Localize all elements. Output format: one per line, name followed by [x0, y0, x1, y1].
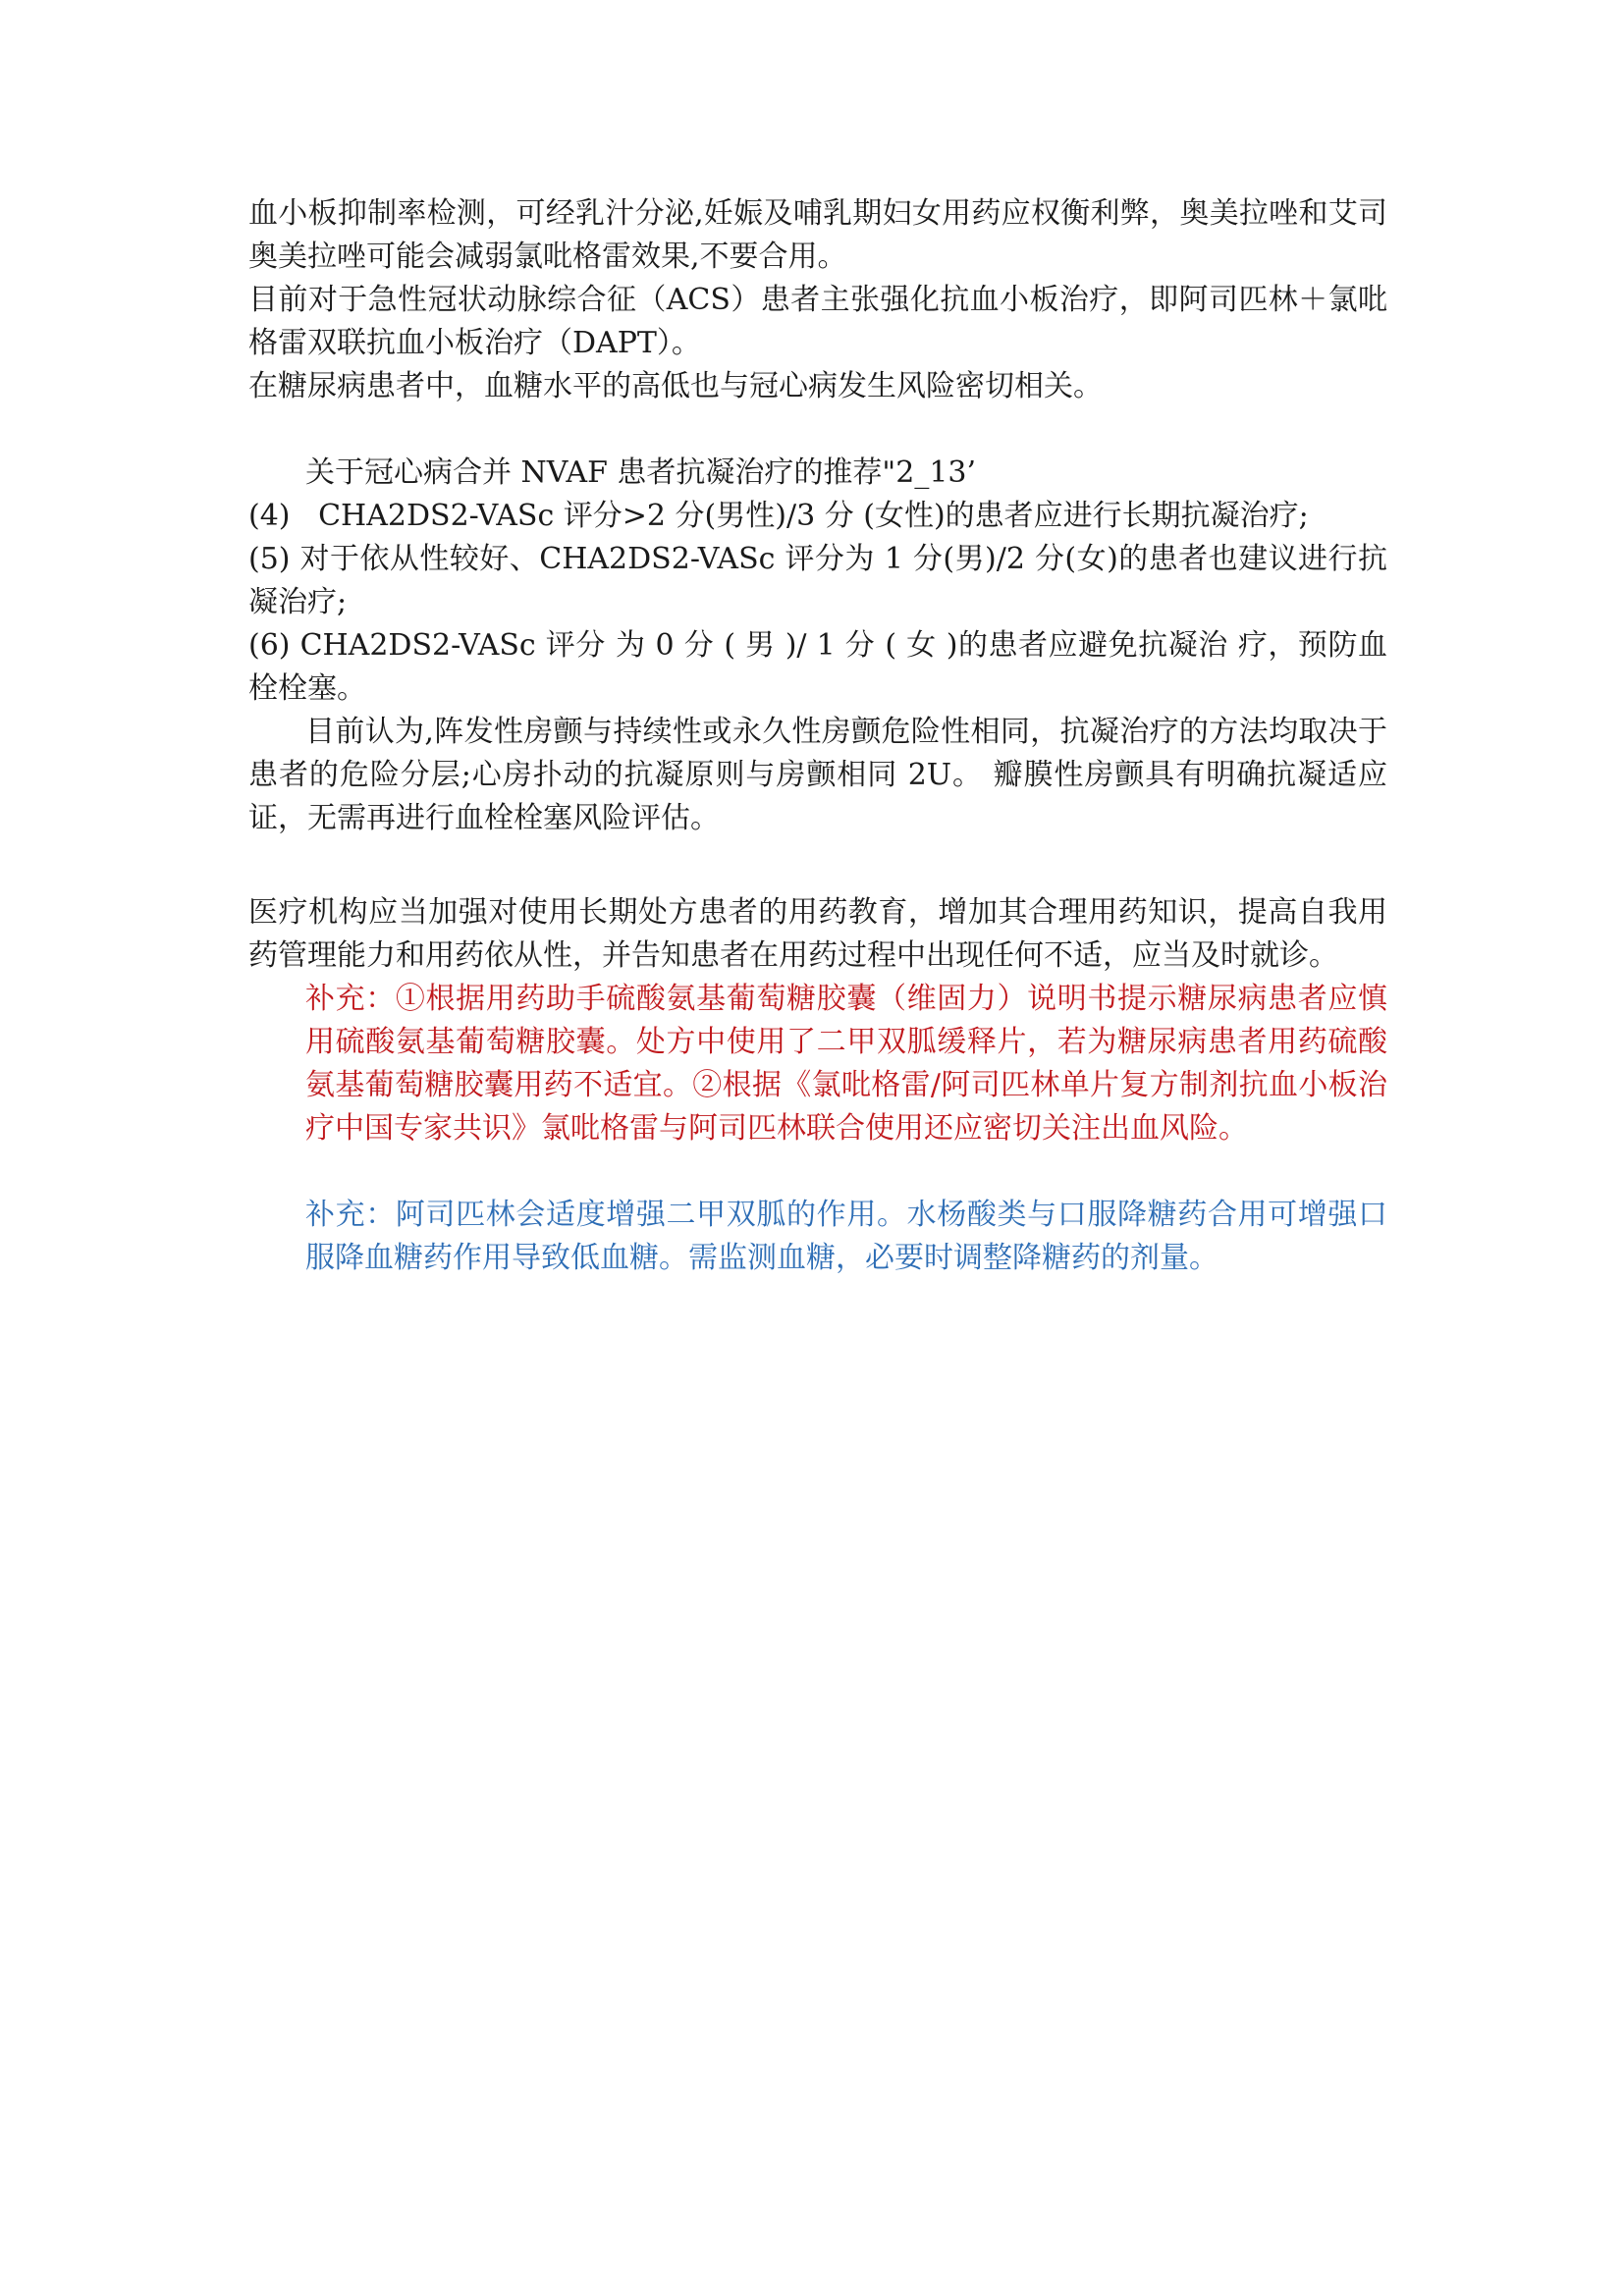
- recommendation-item-5: (5) 对于依从性较好、CHA2DS2-VASc 评分为 1 分(男)/2 分(女)的患者也建议进行抗凝治疗;: [248, 542, 1387, 619]
- document-page: [248, 192, 1387, 1280]
- paragraph-diabetes-risk: 在糖尿病患者中，血糖水平的高低也与冠心病发生风险密切相关。: [248, 369, 1103, 403]
- supplement-blue: 补充：阿司匹林会适度增强二甲双胍的作用。水杨酸类与口服降糖药合用可增强口服降血糖药作用导致低血糖。需监测血糖，必要时调整降糖药的剂量。: [305, 1198, 1387, 1275]
- paragraph-antiplatelet: 血小板抑制率检测，可经乳汁分泌,妊娠及哺乳期妇女用药应权衡利弊，奥美拉唑和艾司奥美拉唑可能会减弱氯吡格雷效果,不要合用。: [248, 196, 1387, 274]
- recommendation-item-4: (4) CHA2DS2-VASc 评分>2 分(男性)/3 分 (女性)的患者应进行长期抗凝治疗;: [248, 499, 1309, 533]
- paragraph-patient-education: 医疗机构应当加强对使用长期处方患者的用药教育，增加其合理用药知识，提高自我用药管理能力和用药依从性，并告知患者在用药过程中出现任何不适，应当及时就诊。: [248, 895, 1387, 973]
- supplement-red: 补充：①根据用药助手硫酸氨基葡萄糖胶囊（维固力）说明书提示糖尿病患者应慎用硫酸氨基葡萄糖胶囊。处方中使用了二甲双胍缓释片，若为糖尿病患者用药硫酸氨基葡萄糖胶囊用药不适宜。②根据《氯吡格雷/阿司匹林单片复方制剂抗血小板治疗中国专家共识》氯吡格雷与阿司匹林联合使用还应密切关注出血风险。: [305, 982, 1387, 1146]
- recommendation-note: 目前认为,阵发性房颤与持续性或永久性房颤危险性相同，抗凝治疗的方法均取决于患者的危险分层;心房扑动的抗凝原则与房颤相同 2U。 瓣膜性房颤具有明确抗凝适应证，无需再进行血栓栓塞风险评估。: [248, 715, 1387, 835]
- recommendation-title: 关于冠心病合并 NVAF 患者抗凝治疗的推荐"2_13’: [305, 455, 977, 490]
- paragraph-acs-dapt: 目前对于急性冠状动脉综合征（ACS）患者主张强化抗血小板治疗，即阿司匹林＋氯吡格雷双联抗血小板治疗（DAPT）。: [248, 283, 1387, 360]
- recommendation-item-6: (6) CHA2DS2-VASc 评分 为 0 分 ( 男 )/ 1 分 ( 女 )的患者应避免抗凝治 疗，预防血栓栓塞。: [248, 628, 1387, 706]
